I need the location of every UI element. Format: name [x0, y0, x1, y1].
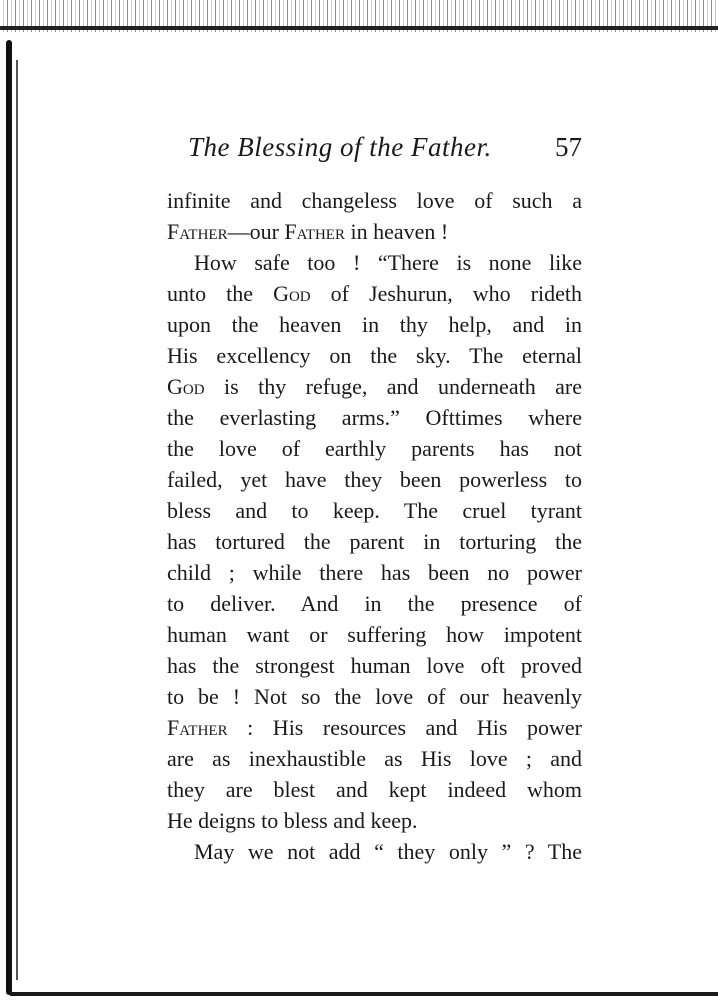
text-segment: to be ! Not so the love of our heavenly	[167, 684, 582, 709]
text-line	[167, 774, 582, 805]
text-line	[167, 836, 582, 867]
text-segment: How safe too ! “There is none like	[194, 250, 582, 275]
text-line	[167, 278, 582, 309]
text-line	[167, 464, 582, 495]
text-line	[167, 743, 582, 774]
running-head	[168, 132, 582, 168]
body-text	[167, 185, 582, 867]
text-line	[167, 805, 582, 836]
text-segment: to deliver. And in the presence of	[167, 591, 582, 616]
small-caps-word: God	[167, 374, 205, 399]
text-segment: they are blest and kept indeed whom	[167, 777, 582, 802]
text-segment: the everlasting arms.” Ofttimes where	[167, 405, 582, 430]
text-segment: —our	[227, 219, 285, 244]
text-segment: has the strongest human love oft proved	[167, 653, 582, 678]
text-segment: child ; while there has been no power	[167, 560, 582, 585]
scan-top-rule	[0, 26, 718, 30]
text-line	[167, 433, 582, 464]
text-segment: He deigns to bless and keep.	[167, 808, 418, 833]
text-segment: : His resources and His power	[227, 715, 582, 740]
text-line	[167, 526, 582, 557]
small-caps-word: Father	[284, 219, 345, 244]
text-line	[167, 402, 582, 433]
text-segment: is thy refuge, and underneath are	[204, 374, 582, 399]
text-segment: in heaven !	[344, 219, 449, 244]
small-caps-word: Father	[167, 715, 228, 740]
scan-bottom-edge	[10, 992, 718, 996]
scan-left-edge	[6, 40, 12, 995]
text-segment: bless and to keep. The cruel tyrant	[167, 498, 582, 523]
text-segment: of Jeshurun, who rideth	[310, 281, 582, 306]
text-segment: the love of earthly parents has not	[167, 436, 582, 461]
text-segment: has tortured the parent in torturing the	[167, 529, 582, 554]
text-line	[167, 557, 582, 588]
text-line	[167, 309, 582, 340]
small-caps-word: Father	[167, 219, 228, 244]
text-segment: infinite and changeless love of such a	[167, 188, 582, 213]
text-line	[167, 619, 582, 650]
text-line	[167, 650, 582, 681]
text-line	[167, 216, 582, 247]
text-line	[167, 340, 582, 371]
text-line	[167, 712, 582, 743]
small-caps-word: God	[273, 281, 311, 306]
text-segment: human want or suffering how impotent	[167, 622, 582, 647]
text-line	[167, 495, 582, 526]
scan-left-edge-thin	[16, 60, 18, 980]
text-line	[167, 681, 582, 712]
text-segment: unto the	[167, 281, 274, 306]
text-line	[167, 371, 582, 402]
running-title: The Blessing of the Father.	[188, 132, 492, 162]
text-segment: are as inexhaustible as His love ; and	[167, 746, 582, 771]
text-line	[167, 247, 582, 278]
text-segment: upon the heaven in thy help, and in	[167, 312, 582, 337]
text-line	[167, 185, 582, 216]
text-segment: His excellency on the sky. The eternal	[167, 343, 582, 368]
page-number: 57	[555, 132, 582, 162]
text-line	[167, 588, 582, 619]
text-segment: failed, yet have they been powerless to	[167, 467, 582, 492]
text-segment: May we not add “ they only ” ? The	[194, 839, 582, 864]
